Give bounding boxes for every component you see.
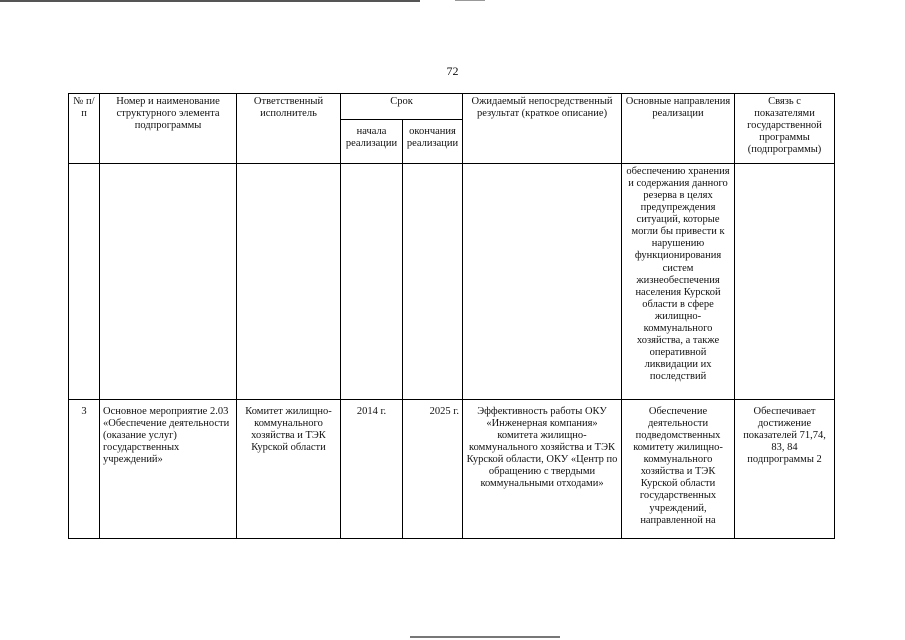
row-num: [69, 164, 100, 400]
row-num: 3: [69, 400, 100, 539]
row-directions: Обеспечение деятельности подведомственных комитету жилищно-коммунального хозяйства и ТЭК Курской области государственных учреждений, направленной на: [622, 400, 735, 539]
row-result: Эффективность работы ОКУ «Инженерная компания» комитета жилищно-коммунального хозяйства и ТЭК Курской области, ОКУ «Центр по обращению с твердыми коммунальными отходами»: [463, 400, 622, 539]
row-end: [403, 164, 463, 400]
header-directions: Основные направления реализации: [622, 94, 735, 164]
row-element: Основное мероприятие 2.03 «Обеспечение деятельности (оказание услуг) государственных учреждений»: [100, 400, 237, 539]
header-executor: Ответственный исполнитель: [237, 94, 341, 164]
row-directions: обеспечению хранения и содержания данного резерва в целях предупреждения ситуаций, которые могли бы привести к нарушению функционирования систем жизнеобеспечения населения Курской области в сфере жилищно-коммунального хозяйства, а также оперативной ликвидации их последствий: [622, 164, 735, 400]
scan-edge-top: [0, 0, 420, 2]
row-link: Обеспечивает достижение показателей 71,74, 83, 84 подпрограммы 2: [735, 400, 835, 539]
row-end: 2025 г.: [403, 400, 463, 539]
header-element: Номер и наименование структурного элемента подпрограммы: [100, 94, 237, 164]
scan-mark-top: [455, 0, 485, 1]
table-row: [69, 164, 835, 400]
row-result: [463, 164, 622, 400]
header-term-end: окончания реализации: [403, 120, 463, 164]
header-term-start: начала реализации: [341, 120, 403, 164]
header-link: Связь с показателями государственной программы (подпрограммы): [735, 94, 835, 164]
header-term: Срок: [341, 94, 463, 120]
row-start: [341, 164, 403, 400]
row-start: 2014 г.: [341, 400, 403, 539]
row-executor: Комитет жилищно-коммунального хозяйства и ТЭК Курской области: [237, 400, 341, 539]
scan-edge-bottom: [410, 636, 560, 638]
page-number: 72: [446, 64, 459, 78]
header-num: № п/п: [69, 94, 100, 164]
row-element: [100, 164, 237, 400]
header-result: Ожидаемый непосредственный результат (краткое описание): [463, 94, 622, 164]
row-link: [735, 164, 835, 400]
table-row: [69, 400, 835, 539]
table-header-row: [69, 94, 835, 120]
row-executor: [237, 164, 341, 400]
subprogram-measures-table: [68, 93, 835, 539]
